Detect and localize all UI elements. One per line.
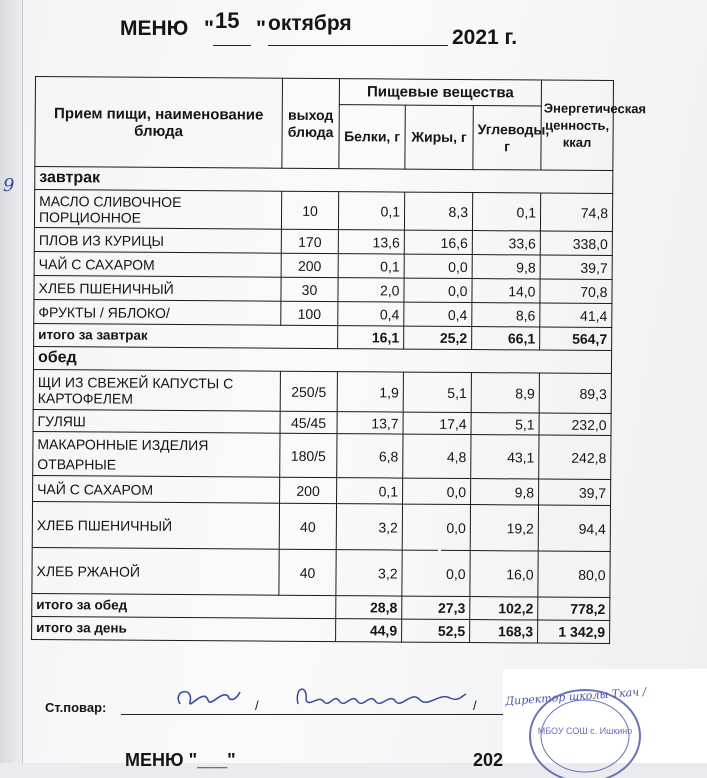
menu-table bbox=[31, 76, 647, 644]
dish-output: 10 bbox=[281, 191, 338, 229]
table-row bbox=[33, 475, 611, 505]
total-carbs: 168,3 bbox=[470, 620, 538, 643]
dish-fat: 0,0 bbox=[404, 254, 472, 278]
dish-protein: 3,2 bbox=[336, 550, 402, 596]
total-carbs: 66,1 bbox=[472, 327, 540, 350]
dish-output: 40 bbox=[279, 503, 336, 549]
dish-name: ПЛОВ ИЗ КУРИЦЫ bbox=[34, 227, 281, 253]
header-output: выход блюда bbox=[282, 78, 340, 168]
dish-protein: 13,6 bbox=[338, 230, 404, 254]
dish-fat: 4,8 bbox=[403, 434, 471, 478]
table-row bbox=[34, 190, 612, 232]
paper-speck bbox=[438, 549, 441, 552]
dish-protein: 0,1 bbox=[338, 254, 404, 278]
total-energy: 564,7 bbox=[540, 327, 612, 351]
header-row bbox=[35, 77, 613, 107]
dish-output: 200 bbox=[281, 253, 338, 277]
cook-label: Ст.повар: bbox=[45, 700, 107, 715]
dish-protein: 0,4 bbox=[338, 302, 404, 326]
dish-output: 45/45 bbox=[280, 411, 337, 433]
dish-name: ЧАЙ С САХАРОМ bbox=[33, 475, 280, 503]
header-nutrients: Пищевые вещества bbox=[339, 79, 541, 106]
title-quote-close: " bbox=[256, 17, 266, 40]
dish-output: 40 bbox=[279, 549, 336, 595]
next-title-year: 202 bbox=[473, 750, 504, 770]
dish-energy: 242,8 bbox=[539, 435, 611, 480]
total-energy: 1 342,9 bbox=[538, 620, 610, 644]
day-underline bbox=[213, 45, 251, 46]
dish-fat: 0,4 bbox=[404, 302, 472, 326]
dish-name: ЧАЙ С САХАРОМ bbox=[34, 251, 281, 277]
header-protein: Белки, г bbox=[339, 105, 405, 169]
dish-output: 200 bbox=[280, 477, 337, 503]
total-label: итого за завтрак bbox=[34, 323, 338, 348]
dish-energy: 338,0 bbox=[540, 231, 612, 256]
title-menu-word: МЕНЮ bbox=[120, 17, 189, 40]
dish-energy: 232,0 bbox=[539, 413, 611, 436]
day-total-row bbox=[32, 616, 610, 643]
dish-protein: 1,9 bbox=[337, 372, 403, 412]
dish-name: ХЛЕБ РЖАНОЙ bbox=[32, 547, 279, 595]
table-row bbox=[33, 369, 611, 413]
dish-carbs: 33,6 bbox=[472, 231, 540, 255]
table-row bbox=[32, 501, 610, 551]
signature-underline bbox=[121, 714, 513, 715]
dish-name: ФРУКТЫ / ЯБЛОКО/ bbox=[34, 299, 281, 325]
title-month: октября bbox=[268, 12, 352, 35]
dish-carbs: 16,0 bbox=[470, 551, 538, 597]
title-day: 15 bbox=[215, 8, 240, 33]
dish-energy: 39,7 bbox=[539, 479, 611, 506]
total-label: итого за обед bbox=[32, 593, 336, 618]
total-fat: 52,5 bbox=[402, 619, 470, 642]
total-carbs: 102,2 bbox=[470, 597, 538, 620]
table-row bbox=[33, 431, 611, 479]
dish-energy: 94,4 bbox=[538, 505, 610, 552]
dish-carbs: 43,1 bbox=[471, 435, 539, 479]
next-title-text: МЕНЮ "___" bbox=[125, 750, 236, 770]
dish-name: МАКАРОННЫЕ ИЗДЕЛИЯ ОТВАРНЫЕ bbox=[33, 431, 280, 477]
title-quote-open: " bbox=[204, 17, 214, 40]
header-meal-name: Прием пищи, наименование блюда bbox=[35, 77, 283, 169]
dish-energy: 74,8 bbox=[540, 193, 612, 232]
title-year: 2021 г. bbox=[452, 26, 518, 49]
dish-name: ГУЛЯШ bbox=[33, 409, 280, 433]
dish-name: МАСЛО СЛИВОЧНОЕ ПОРЦИОННОЕ bbox=[34, 190, 281, 230]
dish-fat: 17,4 bbox=[403, 412, 471, 434]
margin-pen-mark: 9 bbox=[3, 175, 15, 196]
dish-output: 30 bbox=[281, 277, 338, 301]
dish-protein: 6,8 bbox=[337, 434, 403, 478]
next-page-title bbox=[125, 750, 504, 771]
dish-fat: 16,6 bbox=[404, 230, 472, 254]
dish-protein: 13,7 bbox=[337, 412, 403, 434]
dish-energy: 89,3 bbox=[539, 373, 611, 414]
dish-name: ХЛЕБ ПШЕНИЧНЫЙ bbox=[32, 501, 279, 549]
header-fat: Жиры, г bbox=[405, 105, 473, 169]
section-title: обед bbox=[33, 346, 611, 373]
dish-energy: 80,0 bbox=[538, 551, 610, 598]
month-underline bbox=[268, 45, 448, 46]
dish-fat: 0,0 bbox=[402, 550, 470, 596]
dish-name: ХЛЕБ ПШЕНИЧНЫЙ bbox=[34, 275, 281, 301]
dish-energy: 70,8 bbox=[540, 279, 612, 304]
signature-separator: / bbox=[473, 698, 477, 713]
dish-carbs: 8,6 bbox=[472, 303, 540, 327]
total-protein: 16,1 bbox=[338, 326, 404, 349]
dish-output: 250/5 bbox=[280, 371, 337, 411]
stamp-text: МБОУ СОШ с. Ишкино bbox=[537, 726, 633, 736]
total-protein: 28,8 bbox=[336, 596, 402, 619]
dish-carbs: 0,1 bbox=[472, 193, 540, 231]
header-carbs: Углеводы, г bbox=[473, 106, 541, 170]
dish-protein: 0,1 bbox=[338, 192, 404, 230]
total-fat: 27,3 bbox=[402, 596, 470, 619]
dish-energy: 41,4 bbox=[540, 303, 612, 328]
signature-separator: / bbox=[255, 698, 259, 713]
total-protein: 44,9 bbox=[336, 619, 402, 642]
dish-fat: 0,0 bbox=[404, 278, 472, 302]
dish-output: 180/5 bbox=[280, 433, 337, 477]
total-label: итого за день bbox=[32, 616, 336, 641]
dish-carbs: 9,8 bbox=[471, 479, 539, 505]
dish-output: 170 bbox=[281, 229, 338, 253]
total-energy: 778,2 bbox=[538, 597, 610, 621]
dish-carbs: 19,2 bbox=[470, 505, 538, 551]
dish-output: 100 bbox=[281, 301, 338, 325]
dish-fat: 5,1 bbox=[403, 372, 471, 412]
menu-title bbox=[120, 8, 540, 52]
table-row bbox=[32, 547, 610, 597]
total-fat: 25,2 bbox=[404, 326, 472, 349]
dish-protein: 0,1 bbox=[337, 478, 403, 504]
dish-energy: 39,7 bbox=[540, 255, 612, 280]
dish-carbs: 5,1 bbox=[471, 413, 539, 435]
dish-name: ЩИ ИЗ СВЕЖЕЙ КАПУСТЫ С КАРТОФЕЛЕМ bbox=[33, 369, 280, 411]
cook-signature bbox=[170, 680, 250, 714]
dish-fat: 0,0 bbox=[403, 478, 471, 504]
dish-protein: 3,2 bbox=[336, 504, 402, 550]
dish-carbs: 9,8 bbox=[472, 255, 540, 279]
underlying-sheet-edge bbox=[0, 0, 23, 763]
dish-carbs: 8,9 bbox=[471, 373, 539, 413]
dish-protein: 2,0 bbox=[338, 278, 404, 302]
cook-name-handwriting bbox=[290, 680, 480, 714]
director-note: Директор школы Ткач / bbox=[504, 685, 647, 708]
dish-fat: 8,3 bbox=[404, 192, 472, 230]
dish-fat: 0,0 bbox=[402, 504, 470, 550]
section-title: завтрак bbox=[35, 167, 613, 194]
dish-carbs: 14,0 bbox=[472, 279, 540, 303]
header-energy: Энергетическая ценность, ккал bbox=[541, 80, 614, 171]
